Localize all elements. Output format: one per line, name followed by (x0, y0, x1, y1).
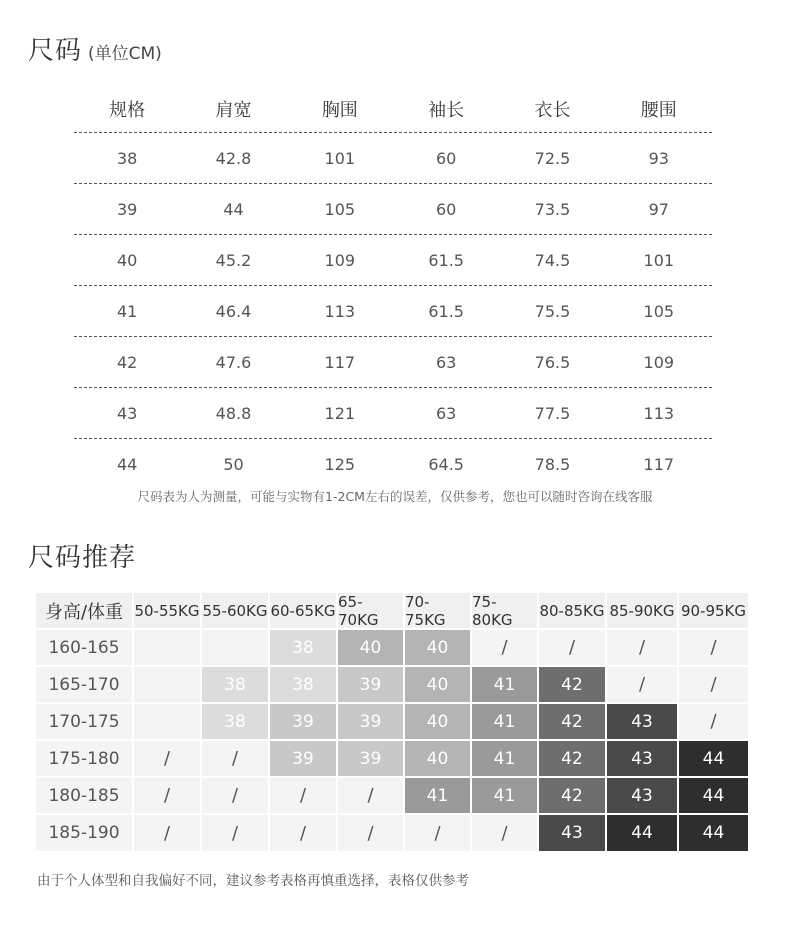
size-cell: / (338, 778, 405, 815)
weight-header: 65-70KG (338, 593, 405, 630)
table-cell: 125 (324, 454, 356, 474)
size-cell: 39 (338, 741, 405, 778)
size-cell: / (679, 630, 750, 667)
size-cell: 38 (202, 667, 270, 704)
table-cell: 40 (116, 250, 138, 270)
size-cell: 40 (338, 630, 405, 667)
table-cell: 64.5 (428, 454, 464, 474)
table-cell: 44 (116, 454, 138, 474)
table-cell: 117 (324, 352, 356, 372)
size-chart-title-text: 尺码 (28, 36, 83, 66)
height-label: 160-165 (36, 630, 134, 667)
size-cell: / (270, 778, 338, 815)
table-cell: 101 (324, 148, 356, 168)
column-header: 规格 (109, 100, 146, 121)
size-cell: 39 (338, 704, 405, 741)
column-header: 肩宽 (215, 100, 252, 121)
table-cell: 50 (223, 454, 244, 474)
size-recommend-grid (36, 593, 750, 853)
size-cell (134, 704, 202, 741)
weight-header: 55-60KG (202, 593, 270, 630)
size-cell: 40 (405, 667, 472, 704)
height-label: 170-175 (36, 704, 134, 741)
table-cell: 42.8 (215, 148, 252, 168)
column-header: 胸围 (321, 100, 358, 121)
table-cell: 72.5 (534, 148, 571, 168)
size-cell: 39 (270, 741, 338, 778)
size-cell: / (202, 741, 270, 778)
table-row (74, 337, 712, 387)
size-cell: 44 (679, 778, 750, 815)
table-row (74, 388, 712, 438)
weight-header: 60-65KG (270, 593, 338, 630)
table-row (74, 133, 712, 183)
table-cell: 46.4 (215, 301, 252, 321)
size-cell: 44 (679, 815, 750, 853)
size-cell: / (202, 815, 270, 853)
measurement-note: 尺码表为人为测量，可能与实物有1-2CM左右的误差，仅供参考，您也可以随时咨询在线客服 (137, 489, 653, 504)
size-cell: 41 (472, 778, 539, 815)
table-cell: 41 (116, 301, 138, 321)
size-cell: 42 (539, 704, 607, 741)
size-cell: 43 (539, 815, 607, 853)
size-table (74, 86, 712, 489)
size-cell: 44 (607, 815, 679, 853)
height-label: 180-185 (36, 778, 134, 815)
size-cell: 42 (539, 778, 607, 815)
size-cell: 43 (607, 778, 679, 815)
table-cell: 121 (324, 403, 356, 423)
table-cell: 75.5 (534, 301, 571, 321)
height-label: 185-190 (36, 815, 134, 853)
size-cell (202, 630, 270, 667)
size-cell: 41 (472, 667, 539, 704)
table-cell: 105 (643, 301, 675, 321)
table-cell: 60 (435, 148, 457, 168)
height-label: 175-180 (36, 741, 134, 778)
table-cell: 113 (324, 301, 356, 321)
size-cell: 41 (472, 704, 539, 741)
size-cell: / (607, 630, 679, 667)
size-cell: / (134, 778, 202, 815)
table-cell: 105 (324, 199, 356, 219)
table-cell: 73.5 (534, 199, 571, 219)
column-header: 衣长 (534, 100, 571, 121)
size-recommend-title: 尺码推荐 (28, 543, 137, 573)
size-cell: / (679, 667, 750, 704)
size-cell: / (539, 630, 607, 667)
table-cell: 74.5 (534, 250, 571, 270)
table-cell: 61.5 (428, 250, 464, 270)
table-cell: 39 (116, 199, 138, 219)
table-cell: 47.6 (215, 352, 252, 372)
size-cell: / (405, 815, 472, 853)
table-row (74, 235, 712, 285)
column-header: 袖长 (428, 100, 465, 121)
size-cell: / (270, 815, 338, 853)
table-cell: 78.5 (534, 454, 571, 474)
weight-header: 80-85KG (539, 593, 607, 630)
size-cell: 41 (405, 778, 472, 815)
size-cell: 44 (679, 741, 750, 778)
table-cell: 48.8 (215, 403, 252, 423)
height-label: 165-170 (36, 667, 134, 704)
size-cell: / (472, 815, 539, 853)
size-cell: / (134, 741, 202, 778)
weight-header: 70-75KG (405, 593, 472, 630)
table-cell: 93 (648, 148, 669, 168)
size-cell (134, 667, 202, 704)
size-cell: 38 (202, 704, 270, 741)
size-cell: 41 (472, 741, 539, 778)
table-cell: 77.5 (534, 403, 571, 423)
column-header: 腰围 (640, 100, 677, 121)
table-cell: 76.5 (534, 352, 571, 372)
size-cell: / (202, 778, 270, 815)
size-cell: / (607, 667, 679, 704)
weight-header: 50-55KG (134, 593, 202, 630)
size-cell: / (472, 630, 539, 667)
table-cell: 60 (435, 199, 457, 219)
size-cell: 42 (539, 667, 607, 704)
size-chart-title (28, 30, 162, 67)
table-cell: 97 (648, 199, 669, 219)
corner-label: 身高/体重 (36, 593, 134, 630)
table-cell: 101 (643, 250, 675, 270)
table-cell: 43 (116, 403, 138, 423)
table-cell: 63 (435, 403, 457, 423)
table-cell: 109 (324, 250, 356, 270)
table-cell: 63 (435, 352, 457, 372)
size-cell: / (679, 704, 750, 741)
size-cell: 40 (405, 741, 472, 778)
size-cell: 39 (338, 667, 405, 704)
table-cell: 113 (643, 403, 675, 423)
table-cell: 117 (643, 454, 675, 474)
table-cell: 109 (643, 352, 675, 372)
size-cell (134, 630, 202, 667)
table-cell: 45.2 (215, 250, 252, 270)
size-cell: 40 (405, 630, 472, 667)
weight-header: 85-90KG (607, 593, 679, 630)
size-cell: 38 (270, 667, 338, 704)
table-row (74, 184, 712, 234)
table-cell: 44 (223, 199, 244, 219)
size-cell: 39 (270, 704, 338, 741)
size-cell: 43 (607, 741, 679, 778)
size-cell: 40 (405, 704, 472, 741)
table-row (74, 286, 712, 336)
size-chart-unit: (单位CM) (88, 44, 162, 64)
size-cell: / (338, 815, 405, 853)
table-cell: 61.5 (428, 301, 464, 321)
weight-header: 75-80KG (472, 593, 539, 630)
table-cell: 38 (116, 148, 138, 168)
size-cell: / (134, 815, 202, 853)
table-cell: 42 (116, 352, 138, 372)
size-cell: 42 (539, 741, 607, 778)
recommend-footnote: 由于个人体型和自我偏好不同，建议参考表格再慎重选择，表格仅供参考 (37, 873, 469, 889)
table-row (74, 439, 712, 489)
weight-header: 90-95KG (679, 593, 750, 630)
size-table-header (74, 86, 712, 132)
size-cell: 38 (270, 630, 338, 667)
size-cell: 43 (607, 704, 679, 741)
